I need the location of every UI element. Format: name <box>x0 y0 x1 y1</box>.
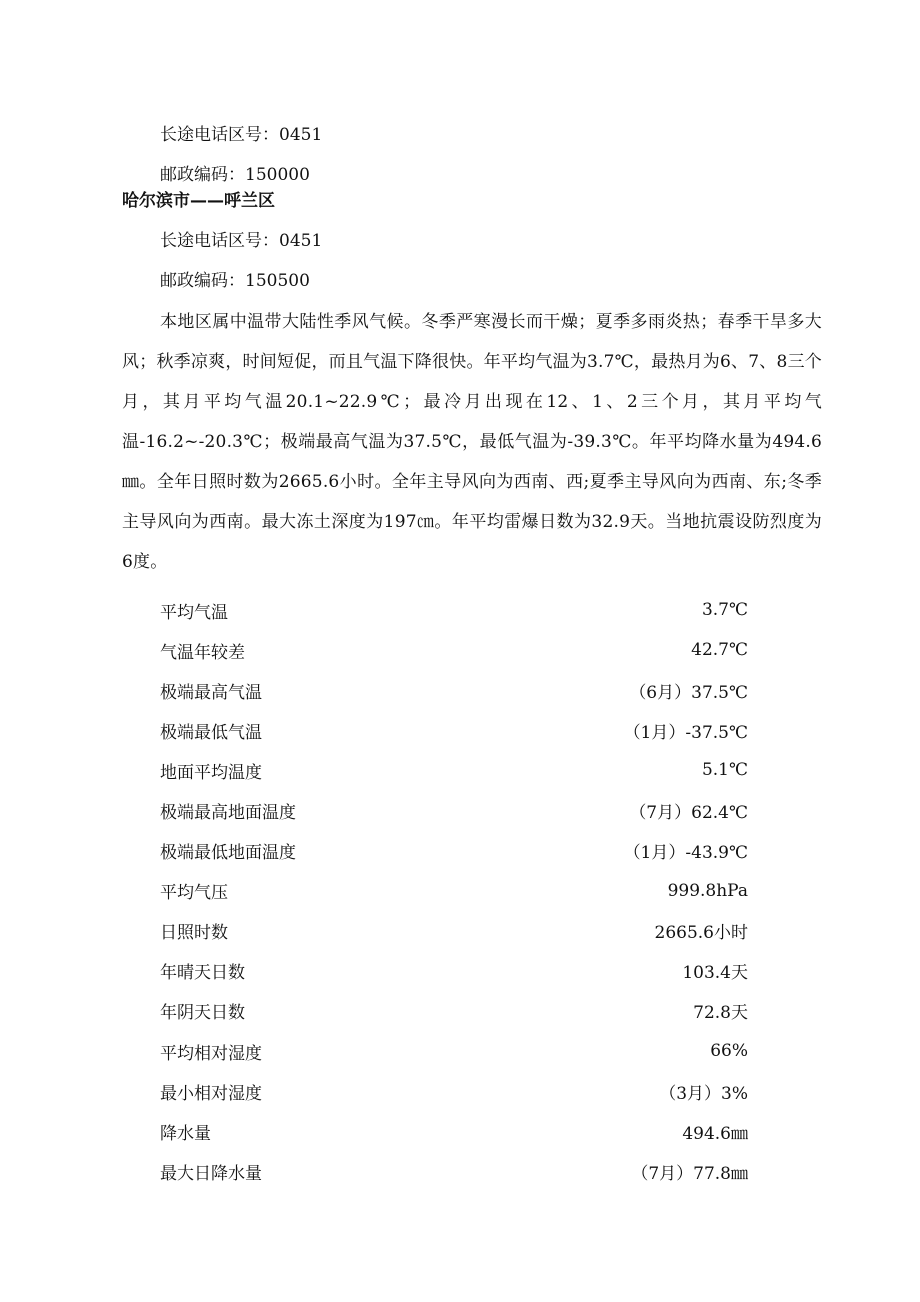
climate-row <box>160 831 748 871</box>
climate-row <box>160 871 748 911</box>
climate-row <box>160 991 748 1031</box>
climate-label: 平均气压 <box>160 883 228 904</box>
climate-value: 72.8天 <box>693 1003 748 1024</box>
climate-value: 66% <box>710 1041 748 1062</box>
climate-value: 494.6㎜ <box>682 1123 748 1144</box>
climate-row <box>160 951 748 991</box>
climate-row <box>160 630 748 670</box>
climate-value: 42.7℃ <box>691 640 748 661</box>
climate-table <box>160 590 748 1191</box>
climate-value: （6月）37.5℃ <box>629 682 748 703</box>
climate-row <box>160 590 748 630</box>
climate-label: 降水量 <box>160 1123 211 1144</box>
climate-value: 3.7℃ <box>701 600 748 621</box>
climate-value: （1月）-43.9℃ <box>623 843 748 864</box>
climate-value: 103.4天 <box>682 963 748 984</box>
climate-value: （1月）-37.5℃ <box>623 722 748 743</box>
climate-row <box>160 911 748 951</box>
climate-row <box>160 1111 748 1151</box>
section-area-code-line: 长途电话区号：0451 <box>160 231 323 251</box>
climate-row <box>160 750 748 790</box>
climate-value: （7月）77.8㎜ <box>631 1163 748 1184</box>
climate-row <box>160 1071 748 1111</box>
climate-label: 最大日降水量 <box>160 1163 262 1184</box>
postal-code-line: 邮政编码：150000 <box>160 165 310 185</box>
climate-label: 年阴天日数 <box>160 1003 245 1024</box>
climate-label: 极端最低地面温度 <box>160 843 296 864</box>
section-heading: 哈尔滨市——呼兰区 <box>122 191 275 211</box>
climate-row <box>160 710 748 750</box>
section-postal-code-line: 邮政编码：150500 <box>160 271 310 291</box>
climate-row <box>160 790 748 830</box>
climate-label: 极端最低气温 <box>160 722 262 743</box>
climate-row <box>160 1031 748 1071</box>
climate-row <box>160 670 748 710</box>
area-code-line: 长途电话区号：0451 <box>160 125 323 145</box>
climate-label: 极端最高气温 <box>160 682 262 703</box>
climate-label: 年晴天日数 <box>160 963 245 984</box>
climate-label: 极端最高地面温度 <box>160 803 296 824</box>
climate-label: 气温年较差 <box>160 642 245 663</box>
climate-value: 2665.6小时 <box>654 923 748 944</box>
climate-value: 999.8hPa <box>667 880 748 901</box>
climate-description: 本地区属中温带大陆性季风气候。冬季严寒漫长而干燥；夏季多雨炎热；春季干旱多大风；秋季凉爽，时间短促，而且气温下降很快。年平均气温为3.7℃，最热月为6、7、8三个月，其月平均气温20.1~22.9℃；最冷月出现在12、1、2三个月，其月平均气温-16.2~-20.3℃；极端最高气温为37.5℃，最低气温为-39.3℃。年平均降水量为494.6㎜。全年日照时数为2665.6小时。全年主导风向为西南、西;夏季主导风向为西南、东;冬季主导风向为西南。最大冻土深度为197㎝。年平均雷爆日数为32.9天。当地抗震设防烈度为6度。 <box>122 312 822 572</box>
climate-row <box>160 1151 748 1191</box>
climate-value: （7月）62.4℃ <box>629 803 748 824</box>
climate-value: 5.1℃ <box>701 760 748 781</box>
climate-label: 最小相对湿度 <box>160 1083 262 1104</box>
climate-label: 地面平均温度 <box>160 762 262 783</box>
climate-value: （3月）3% <box>659 1083 748 1104</box>
climate-label: 平均气温 <box>160 602 228 623</box>
climate-label: 平均相对湿度 <box>160 1043 262 1064</box>
climate-label: 日照时数 <box>160 923 228 944</box>
